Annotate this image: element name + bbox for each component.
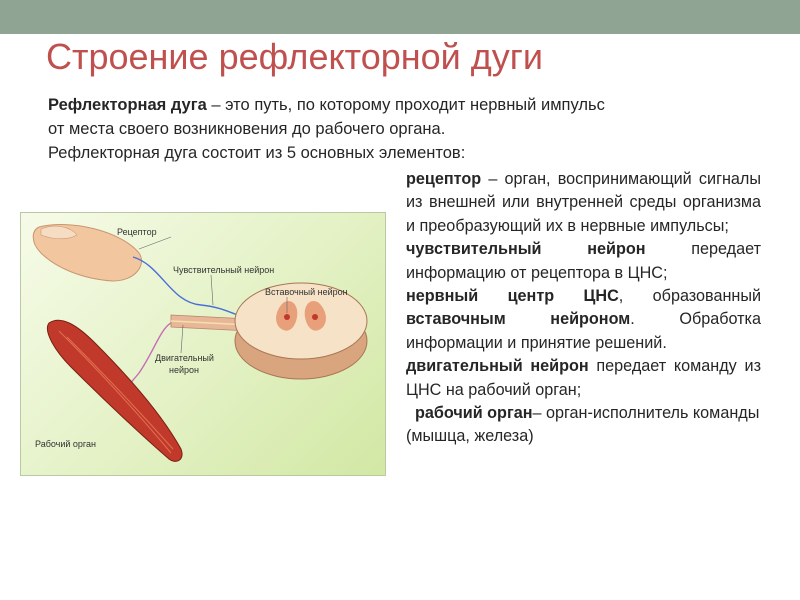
label-receptor: Рецептор [117,227,157,237]
reflex-arc-diagram [20,212,386,476]
definition-sensory-neuron [406,238,761,285]
intro-line-1-text: – это путь, по которому проходит нервный импульс [206,96,605,114]
top-decor-bar [0,0,800,34]
definition-receptor [406,168,761,238]
center-term-2: вставочным нейроном [406,310,631,329]
definition-motor-neuron [406,355,761,402]
motor-text: передает команду из ЦНС на рабочий орган; [406,357,761,399]
label-motor-neuron-1: Двигательный [155,353,214,363]
receptor-text: – орган, воспринимающий сигналы из внешней или внутренней среды организма и преобразующий их в нервные импульсы; [406,170,761,235]
label-motor-neuron-2: нейрон [169,365,199,375]
reflex-arc-illustration [21,213,385,475]
center-text-a: , образованный [618,287,761,306]
interneuron-body-left [284,314,290,320]
slide-title: Строение рефлекторной дуги [46,36,544,77]
label-interneuron: Вставочный нейрон [265,287,348,297]
label-working-organ: Рабочий орган [35,439,96,449]
center-text-b: . Обработка информации и принятие решений. [406,310,761,352]
sensory-term: чувствительный нейрон [406,240,646,259]
definition-nerve-center [406,285,761,355]
interneuron-body-right [312,314,318,320]
sensory-text: передает информацию от рецептора в ЦНС; [406,240,761,282]
receptor-term: рецептор [406,170,482,188]
organ-text: – орган-исполнитель команды (мышца, железа) [406,404,760,446]
motor-term: двигательный нейрон [406,357,589,376]
intro-line-1 [48,93,748,117]
center-term: нервный центр ЦНС [406,287,619,306]
intro-paragraph [48,93,748,165]
receptor-pointer [139,237,171,249]
organ-term: рабочий орган [415,404,533,423]
definition-working-organ [406,402,761,449]
intro-line-3: Рефлекторная дуга состоит из 5 основных элементов: [48,144,466,162]
motor-pointer [181,325,183,353]
label-sensory-neuron: Чувствительный нейрон [173,265,275,275]
definitions-list [406,168,761,449]
intro-line-2: от места своего возникновения до рабочего органа. [48,120,446,138]
intro-term: Рефлекторная дуга [48,96,207,114]
sensory-pointer [211,275,213,305]
